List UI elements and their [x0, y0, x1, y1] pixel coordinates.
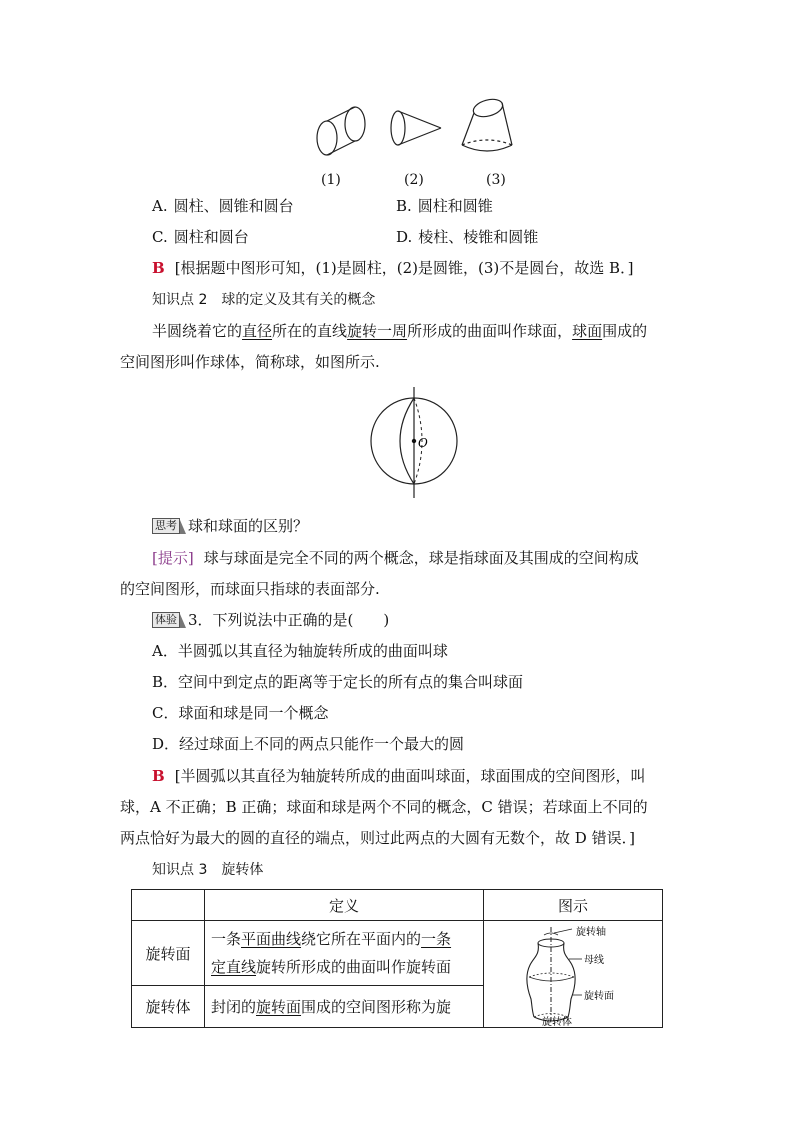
axis-label: 旋转轴 [576, 927, 606, 938]
exp3-question: 体验 3．下列说法中正确的是( ) [152, 610, 389, 630]
frustum-figure [462, 96, 512, 151]
kp3-title: 知识点 3 旋转体 [152, 862, 264, 878]
row-label-surface: 旋转面 [132, 921, 205, 986]
exp3-expl-line2: 球，A 不正确；B 正确；球面和球是两个不同的概念，C 错误；若球面上不同的 [120, 798, 648, 816]
rotation-figure-cell [484, 921, 663, 1028]
table-header-figure: 图示 [484, 890, 663, 921]
cone-figure [391, 111, 441, 145]
row-def-solid: 封闭的旋转面围成的空间图形称为旋 [205, 986, 484, 1028]
exp3-option-b: B．空间中到定点的距离等于定长的所有点的集合叫球面 [152, 673, 524, 691]
figure-label-2: (2) [404, 172, 424, 188]
answer-explanation: B [根据题中图形可知，(1)是圆柱，(2)是圆锥，(3)不是圆台，故选 B．] [152, 259, 634, 277]
cylinder-figure [317, 107, 365, 155]
option-c: C. 圆柱和圆台 [152, 228, 249, 246]
exp3-option-a: A．半圆弧以其直径为轴旋转所成的曲面叫球 [152, 642, 448, 660]
option-b: B. 圆柱和圆锥 [396, 197, 493, 215]
option-d: D. 棱柱、棱锥和圆锥 [396, 228, 539, 246]
think-hint-line2: 的空间图形，而球面只指球的表面部分. [120, 580, 380, 598]
exp3-expl-line3: 两点恰好为最大的圆的直径的端点，则过此两点的大圆有无数个，故 D 错误．] [120, 829, 635, 847]
answer-letter: B [152, 259, 165, 277]
figure-label-1: (1) [321, 172, 341, 188]
exp3-option-c: C．球面和球是同一个概念 [152, 704, 329, 722]
exp-tag: 体验 [152, 612, 180, 628]
kp2-title: 知识点 2 球的定义及其有关的概念 [152, 292, 376, 308]
think-tag: 思考 [152, 518, 180, 534]
figure-label-3: (3) [486, 172, 506, 188]
exp3-answer: B [152, 767, 165, 785]
solid-label: 旋转体 [542, 1017, 572, 1027]
generatrix-label: 母线 [584, 955, 604, 966]
kp2-line2: 空间图形叫作球体，简称球，如图所示. [120, 353, 380, 371]
rotation-body-figure [484, 921, 662, 1027]
rotation-body-table [131, 889, 663, 1028]
think-question: 思考 球和球面的区别？ [152, 516, 308, 536]
option-a: A. 圆柱、圆锥和圆台 [152, 197, 294, 215]
sphere-center-label: O [418, 436, 428, 450]
row-label-solid: 旋转体 [132, 986, 205, 1028]
kp2-line1: 半圆绕着它的直径所在的直线旋转一周所形成的曲面叫作球面，球面围成的 [152, 322, 648, 340]
row-def-surface: 一条平面曲线绕它所在平面内的一条 定直线旋转所形成的曲面叫作旋转面 [205, 921, 484, 986]
surface-label: 旋转面 [584, 991, 614, 1002]
think-hint-line1: [提示] 球与球面是完全不同的两个概念，球是指球面及其围成的空间构成 [152, 549, 639, 567]
exp3-expl-line1: B [半圆弧以其直径为轴旋转所成的曲面叫球面，球面围成的空间图形，叫 [152, 767, 646, 785]
hint-label: [提示] [152, 549, 194, 567]
sphere-figure [360, 385, 470, 503]
table-header-empty [132, 890, 205, 921]
exp3-option-d: D．经过球面上不同的两点只能作一个最大的圆 [152, 735, 465, 753]
table-header-definition: 定义 [205, 890, 484, 921]
